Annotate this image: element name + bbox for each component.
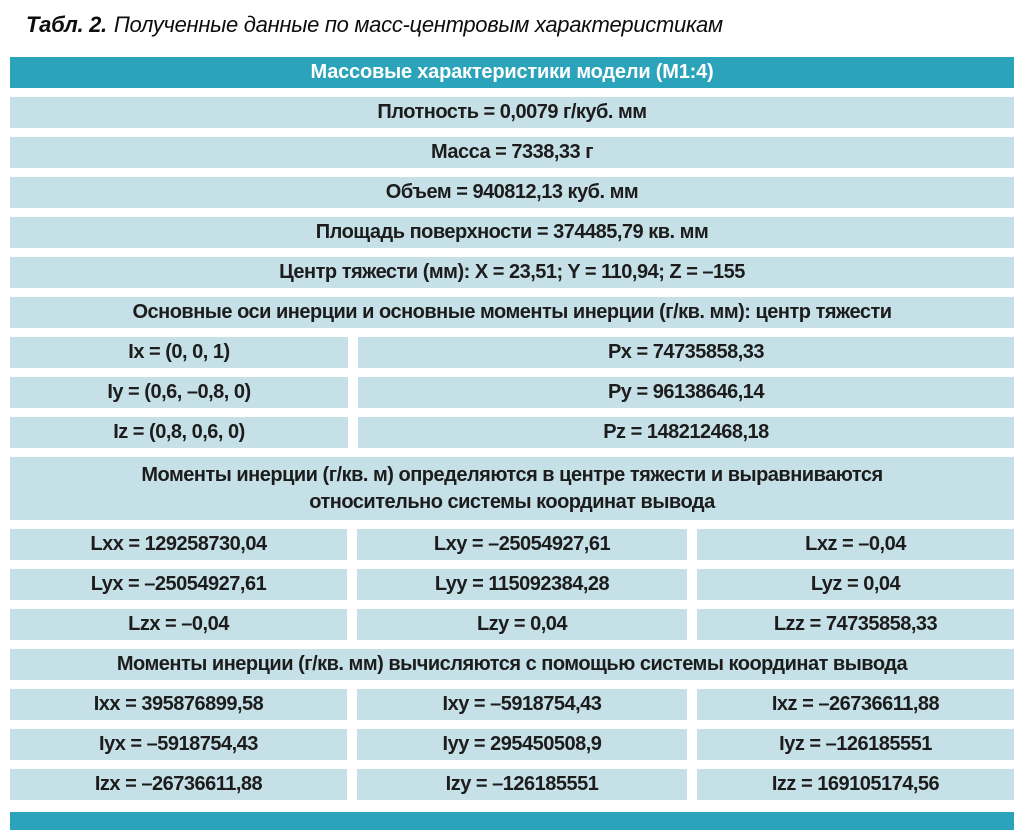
table-cell: Lxy = –25054927,61 bbox=[357, 529, 687, 560]
table-row bbox=[10, 729, 1014, 760]
table-row bbox=[10, 217, 1014, 248]
table-cell: Ixz = –26736611,88 bbox=[697, 689, 1014, 720]
caption-label: Табл. 2. bbox=[26, 12, 107, 37]
table-cell: Lxx = 129258730,04 bbox=[10, 529, 347, 560]
table-cell: Lyx = –25054927,61 bbox=[10, 569, 347, 600]
table-cell: Плотность = 0,0079 г/куб. мм bbox=[10, 97, 1014, 128]
table-cell: Lzx = –0,04 bbox=[10, 609, 347, 640]
table-cell-line: Моменты инерции (г/кв. м) определяются в центре тяжести и выравниваются bbox=[141, 463, 883, 486]
table-row bbox=[10, 337, 1014, 368]
table-cell: Lyz = 0,04 bbox=[697, 569, 1014, 600]
table-cell: Iyy = 295450508,9 bbox=[357, 729, 687, 760]
table-cell: Izx = –26736611,88 bbox=[10, 769, 347, 800]
mass-properties-table bbox=[10, 57, 1014, 800]
table-row bbox=[10, 649, 1014, 680]
table-cell bbox=[10, 457, 1014, 520]
table-cell: Lzz = 74735858,33 bbox=[697, 609, 1014, 640]
table-cell: Iz = (0,8, 0,6, 0) bbox=[10, 417, 348, 448]
table-row bbox=[10, 569, 1014, 600]
table-row bbox=[10, 769, 1014, 800]
table-cell: Iyz = –126185551 bbox=[697, 729, 1014, 760]
table-cell: Масса = 7338,33 г bbox=[10, 137, 1014, 168]
table-cell: Lxz = –0,04 bbox=[697, 529, 1014, 560]
table-row bbox=[10, 97, 1014, 128]
table-cell: Pz = 148212468,18 bbox=[358, 417, 1014, 448]
table-row bbox=[10, 257, 1014, 288]
table-cell: Iyx = –5918754,43 bbox=[10, 729, 347, 760]
bottom-rule bbox=[10, 812, 1014, 830]
table-cell: Py = 96138646,14 bbox=[358, 377, 1014, 408]
table-header-cell: Массовые характеристики модели (М1:4) bbox=[10, 57, 1014, 88]
table-row bbox=[10, 177, 1014, 208]
table-row bbox=[10, 689, 1014, 720]
table-cell: Lzy = 0,04 bbox=[357, 609, 687, 640]
table-cell: Центр тяжести (мм): X = 23,51; Y = 110,94; Z = –155 bbox=[10, 257, 1014, 288]
table-cell: Lyy = 115092384,28 bbox=[357, 569, 687, 600]
table-cell: Izy = –126185551 bbox=[357, 769, 687, 800]
table-row bbox=[10, 609, 1014, 640]
table-row bbox=[10, 137, 1014, 168]
table-row bbox=[10, 529, 1014, 560]
table-cell: Izz = 169105174,56 bbox=[697, 769, 1014, 800]
table-cell: Iy = (0,6, –0,8, 0) bbox=[10, 377, 348, 408]
table-cell: Ix = (0, 0, 1) bbox=[10, 337, 348, 368]
table-cell: Основные оси инерции и основные моменты инерции (г/кв. мм): центр тяжести bbox=[10, 297, 1014, 328]
table-cell: Моменты инерции (г/кв. мм) вычисляются с помощью системы координат вывода bbox=[10, 649, 1014, 680]
table-row bbox=[10, 417, 1014, 448]
table-cell-line: относительно системы координат вывода bbox=[309, 490, 715, 513]
table-caption bbox=[26, 12, 723, 38]
table-row bbox=[10, 377, 1014, 408]
caption-text: Полученные данные по масс-центровым характеристикам bbox=[113, 12, 723, 37]
table-cell: Площадь поверхности = 374485,79 кв. мм bbox=[10, 217, 1014, 248]
table-row bbox=[10, 457, 1014, 520]
table-cell: Ixy = –5918754,43 bbox=[357, 689, 687, 720]
table-cell: Ixx = 395876899,58 bbox=[10, 689, 347, 720]
table-cell: Px = 74735858,33 bbox=[358, 337, 1014, 368]
table-row bbox=[10, 297, 1014, 328]
table-cell: Объем = 940812,13 куб. мм bbox=[10, 177, 1014, 208]
table-header-row bbox=[10, 57, 1014, 88]
